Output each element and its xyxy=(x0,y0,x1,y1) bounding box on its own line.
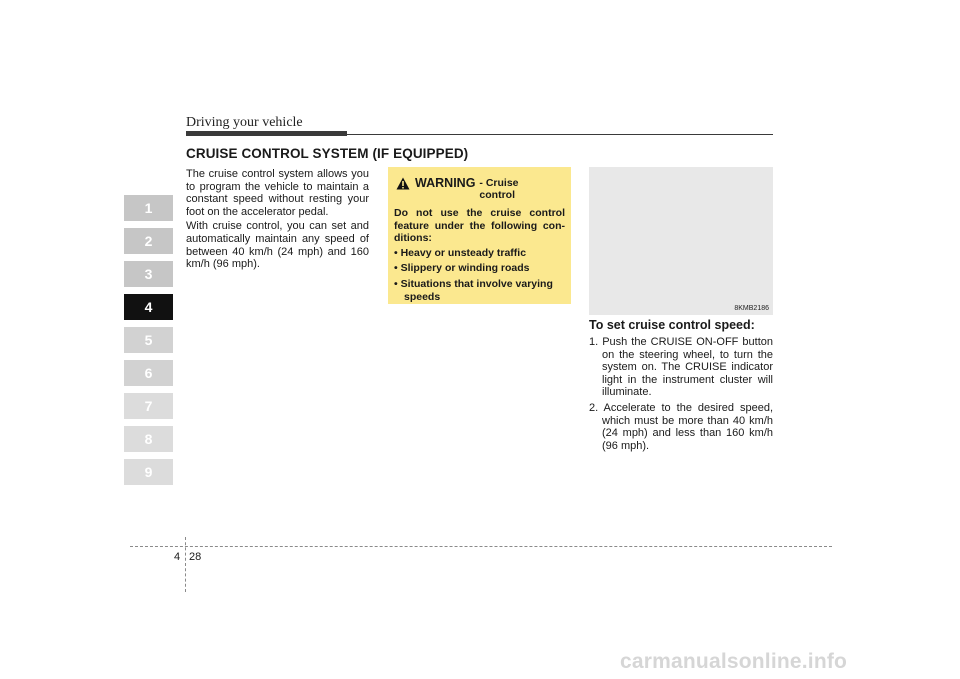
chapter-tab-9[interactable]: 9 xyxy=(124,459,173,485)
steps-list xyxy=(589,336,773,455)
warning-box xyxy=(388,167,571,304)
chapter-tab-6[interactable]: 6 xyxy=(124,360,173,386)
chapter-tab-7[interactable]: 7 xyxy=(124,393,173,419)
list-item: • Slippery or winding roads xyxy=(394,262,530,275)
warning-header xyxy=(394,175,565,201)
warning-triangle-icon xyxy=(396,177,410,190)
chapter-tab-5[interactable]: 5 xyxy=(124,327,173,353)
warning-list xyxy=(394,247,565,303)
intro-paragraph-1: The cruise control system allows you to program the vehicle to maintain a constant speed without resting your foot on the accelerator pedal. xyxy=(186,168,369,218)
chapter-tab-4[interactable]: 4 xyxy=(124,294,173,320)
figure-image xyxy=(589,167,773,315)
header-rule-thin xyxy=(347,134,773,135)
list-item: • Heavy or unsteady traffic xyxy=(394,246,527,259)
step-item: 2. Accelerate to the desired speed, which must be more than 40 km/h (24 mph) and less than 160 km/h (96 mph). xyxy=(589,401,773,452)
chapter-tab-2[interactable]: 2 xyxy=(124,228,173,254)
header-rule xyxy=(186,131,347,136)
warning-subtitle: - Cruise control xyxy=(479,177,519,201)
footer-page-number: 28 xyxy=(189,551,202,563)
chapter-tabs xyxy=(124,195,173,492)
watermark: carmanualsonline.info xyxy=(620,650,848,673)
section-title: CRUISE CONTROL SYSTEM (IF EQUIPPED) xyxy=(186,146,469,161)
warning-body: Do not use the cruise control feature under the following con-ditions: xyxy=(394,207,565,245)
subsection-title: To set cruise control speed: xyxy=(589,318,755,332)
intro-paragraph-2: With cruise control, you can set and automatically maintain any speed of between 40 km/h (24 mph) and 160 km/h (96 mph). xyxy=(186,220,369,271)
chapter-tab-3[interactable]: 3 xyxy=(124,261,173,287)
footer-vertical-divider xyxy=(185,537,186,592)
header-title: Driving your vehicle xyxy=(186,115,303,130)
warning-label: WARNING xyxy=(415,176,476,190)
intro-text xyxy=(186,168,369,273)
footer-chapter-number: 4 xyxy=(174,551,181,563)
chapter-tab-1[interactable]: 1 xyxy=(124,195,173,221)
figure-caption: 8KMB2186 xyxy=(734,305,769,312)
list-item: • Situations that involve varying speeds xyxy=(394,277,553,303)
footer-divider xyxy=(130,546,832,547)
step-item: 1. Push the CRUISE ON-OFF button on the steering wheel, to turn the system on. The CRUISE indicator light in the instrument cluster will illuminate. xyxy=(589,336,773,399)
chapter-tab-8[interactable]: 8 xyxy=(124,426,173,452)
